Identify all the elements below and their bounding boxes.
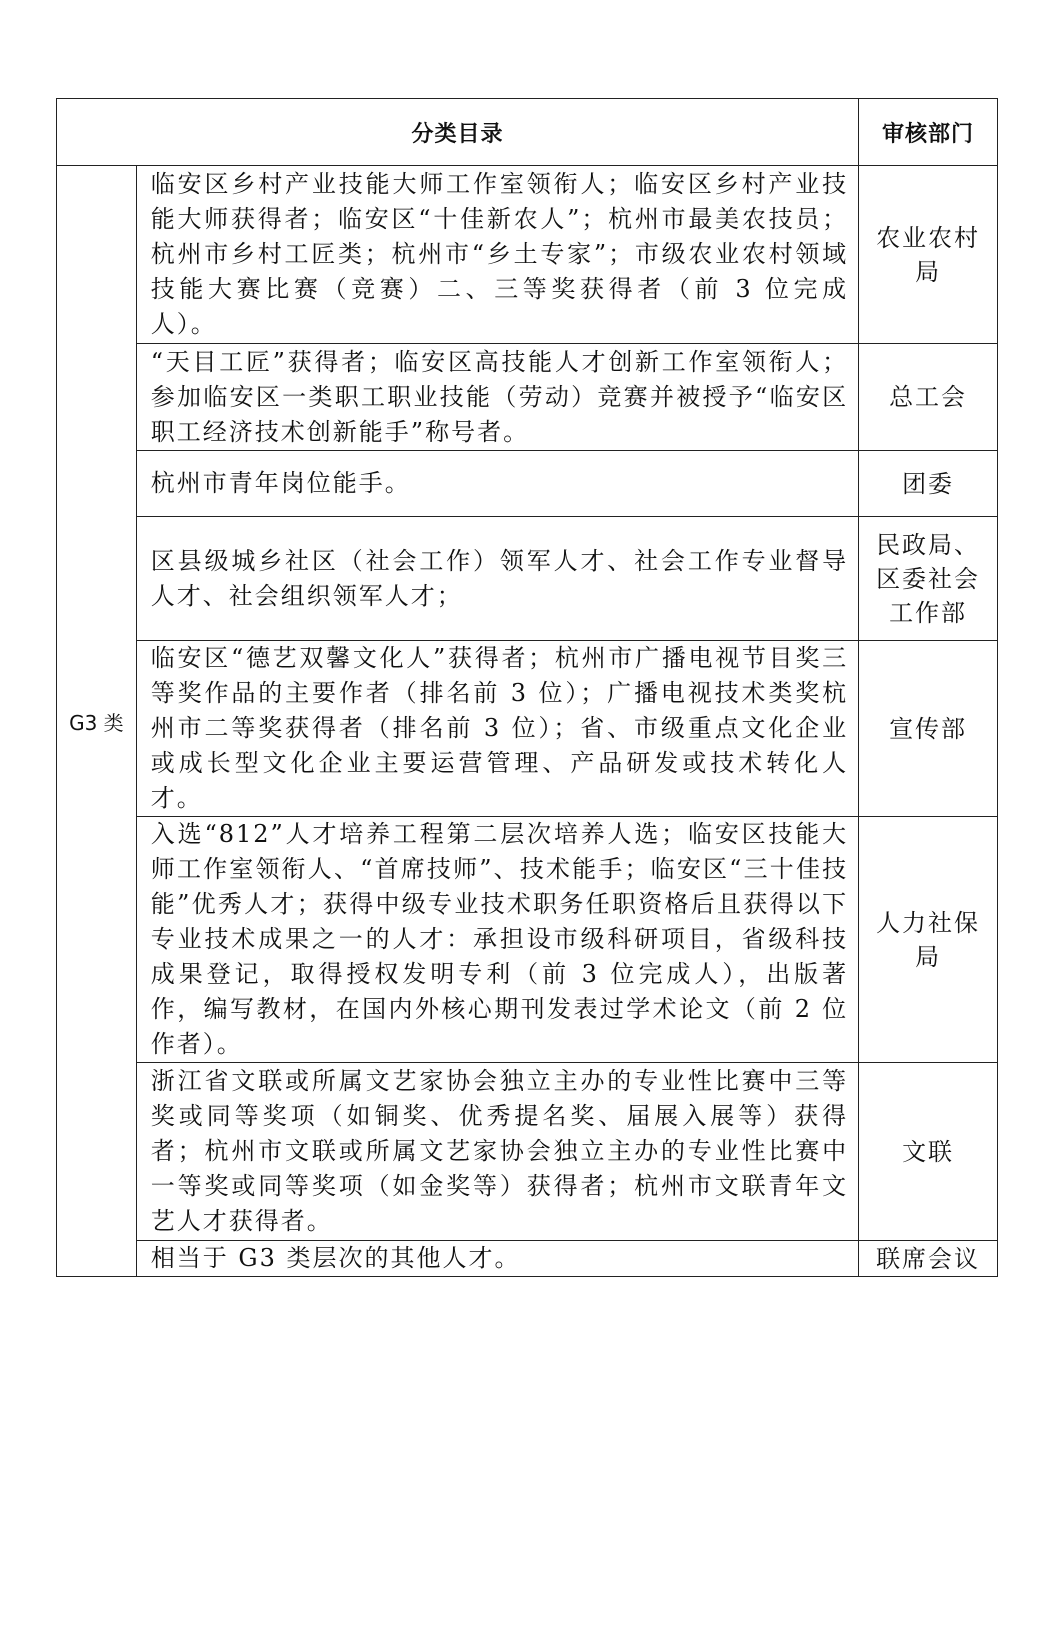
department-cell <box>859 166 998 344</box>
table-row <box>57 641 998 817</box>
department-label: 农业农村局 <box>876 223 981 286</box>
description-cell: 临安区乡村产业技能大师工作室领衔人；临安区乡村产业技能大师获得者；临安区“十佳新农人”；杭州市最美农技员；杭州市乡村工匠类；杭州市“乡土专家”；市级农业农村领域技能大赛比赛（竞赛）二、三等奖获得者（前 3 位完成人）。 <box>136 166 858 344</box>
department-cell <box>859 1241 998 1277</box>
table-row <box>57 344 998 451</box>
table-row <box>57 1241 998 1277</box>
talent-catalog-table <box>56 98 998 1277</box>
department-label: 总工会 <box>889 383 968 411</box>
department-cell <box>859 344 998 451</box>
description-cell: 临安区“德艺双馨文化人”获得者；杭州市广播电视节目奖三等奖作品的主要作者（排名前 3 位）；广播电视技术类奖杭州市二等奖获得者（排名前 3 位）；省、市级重点文化企业或成长型文化企业主要运营管理、产品研发或技术转化人才。 <box>136 641 858 817</box>
description-cell: 浙江省文联或所属文艺家协会独立主办的专业性比赛中三等奖或同等奖项（如铜奖、优秀提名奖、届展入展等）获得者；杭州市文联或所属文艺家协会独立主办的专业性比赛中一等奖或同等奖项（如金奖等）获得者；杭州市文联青年文艺人才获得者。 <box>136 1063 858 1241</box>
table-row <box>57 1063 998 1241</box>
department-cell <box>859 817 998 1063</box>
table-header-row <box>57 99 998 166</box>
department-cell <box>859 1063 998 1241</box>
department-label: 团委 <box>902 469 955 498</box>
department-label: 文联 <box>902 1137 955 1166</box>
table-row <box>57 817 998 1063</box>
department-cell <box>859 451 998 517</box>
department-column-header: 审核部门 <box>859 99 998 166</box>
table-row <box>57 451 998 517</box>
description-cell: 相当于 G3 类层次的其他人才。 <box>136 1241 858 1277</box>
department-label: 人力社保局 <box>876 908 981 971</box>
table-row <box>57 166 998 344</box>
description-cell: 入选“812”人才培养工程第二层次培养人选；临安区技能大师工作室领衔人、“首席技师”、技术能手；临安区“三十佳技能”优秀人才；获得中级专业技术职务任职资格后且获得以下专业技术成果之一的人才：承担设市级科研项目，省级科技成果登记，取得授权发明专利（前 3 位完成人），出版著作，编写教材，在国内外核心期刊发表过学术论文（前 2 位作者）。 <box>136 817 858 1063</box>
description-cell: 区县级城乡社区（社会工作）领军人才、社会工作专业督导人才、社会组织领军人才； <box>136 517 858 641</box>
department-label: 宣传部 <box>889 714 968 743</box>
description-cell: “天目工匠”获得者；临安区高技能人才创新工作室领衔人；参加临安区一类职工职业技能（劳动）竞赛并被授予“临安区职工经济技术创新能手”称号者。 <box>136 344 858 451</box>
department-label: 民政局、区委社会工作部 <box>876 530 981 627</box>
department-cell <box>859 641 998 817</box>
description-cell: 杭州市青年岗位能手。 <box>136 451 858 517</box>
category-cell: G3 类 <box>57 166 137 1277</box>
department-label: 联席会议 <box>876 1244 981 1273</box>
table-row <box>57 517 998 641</box>
catalog-column-header: 分类目录 <box>57 99 859 166</box>
department-cell <box>859 517 998 641</box>
